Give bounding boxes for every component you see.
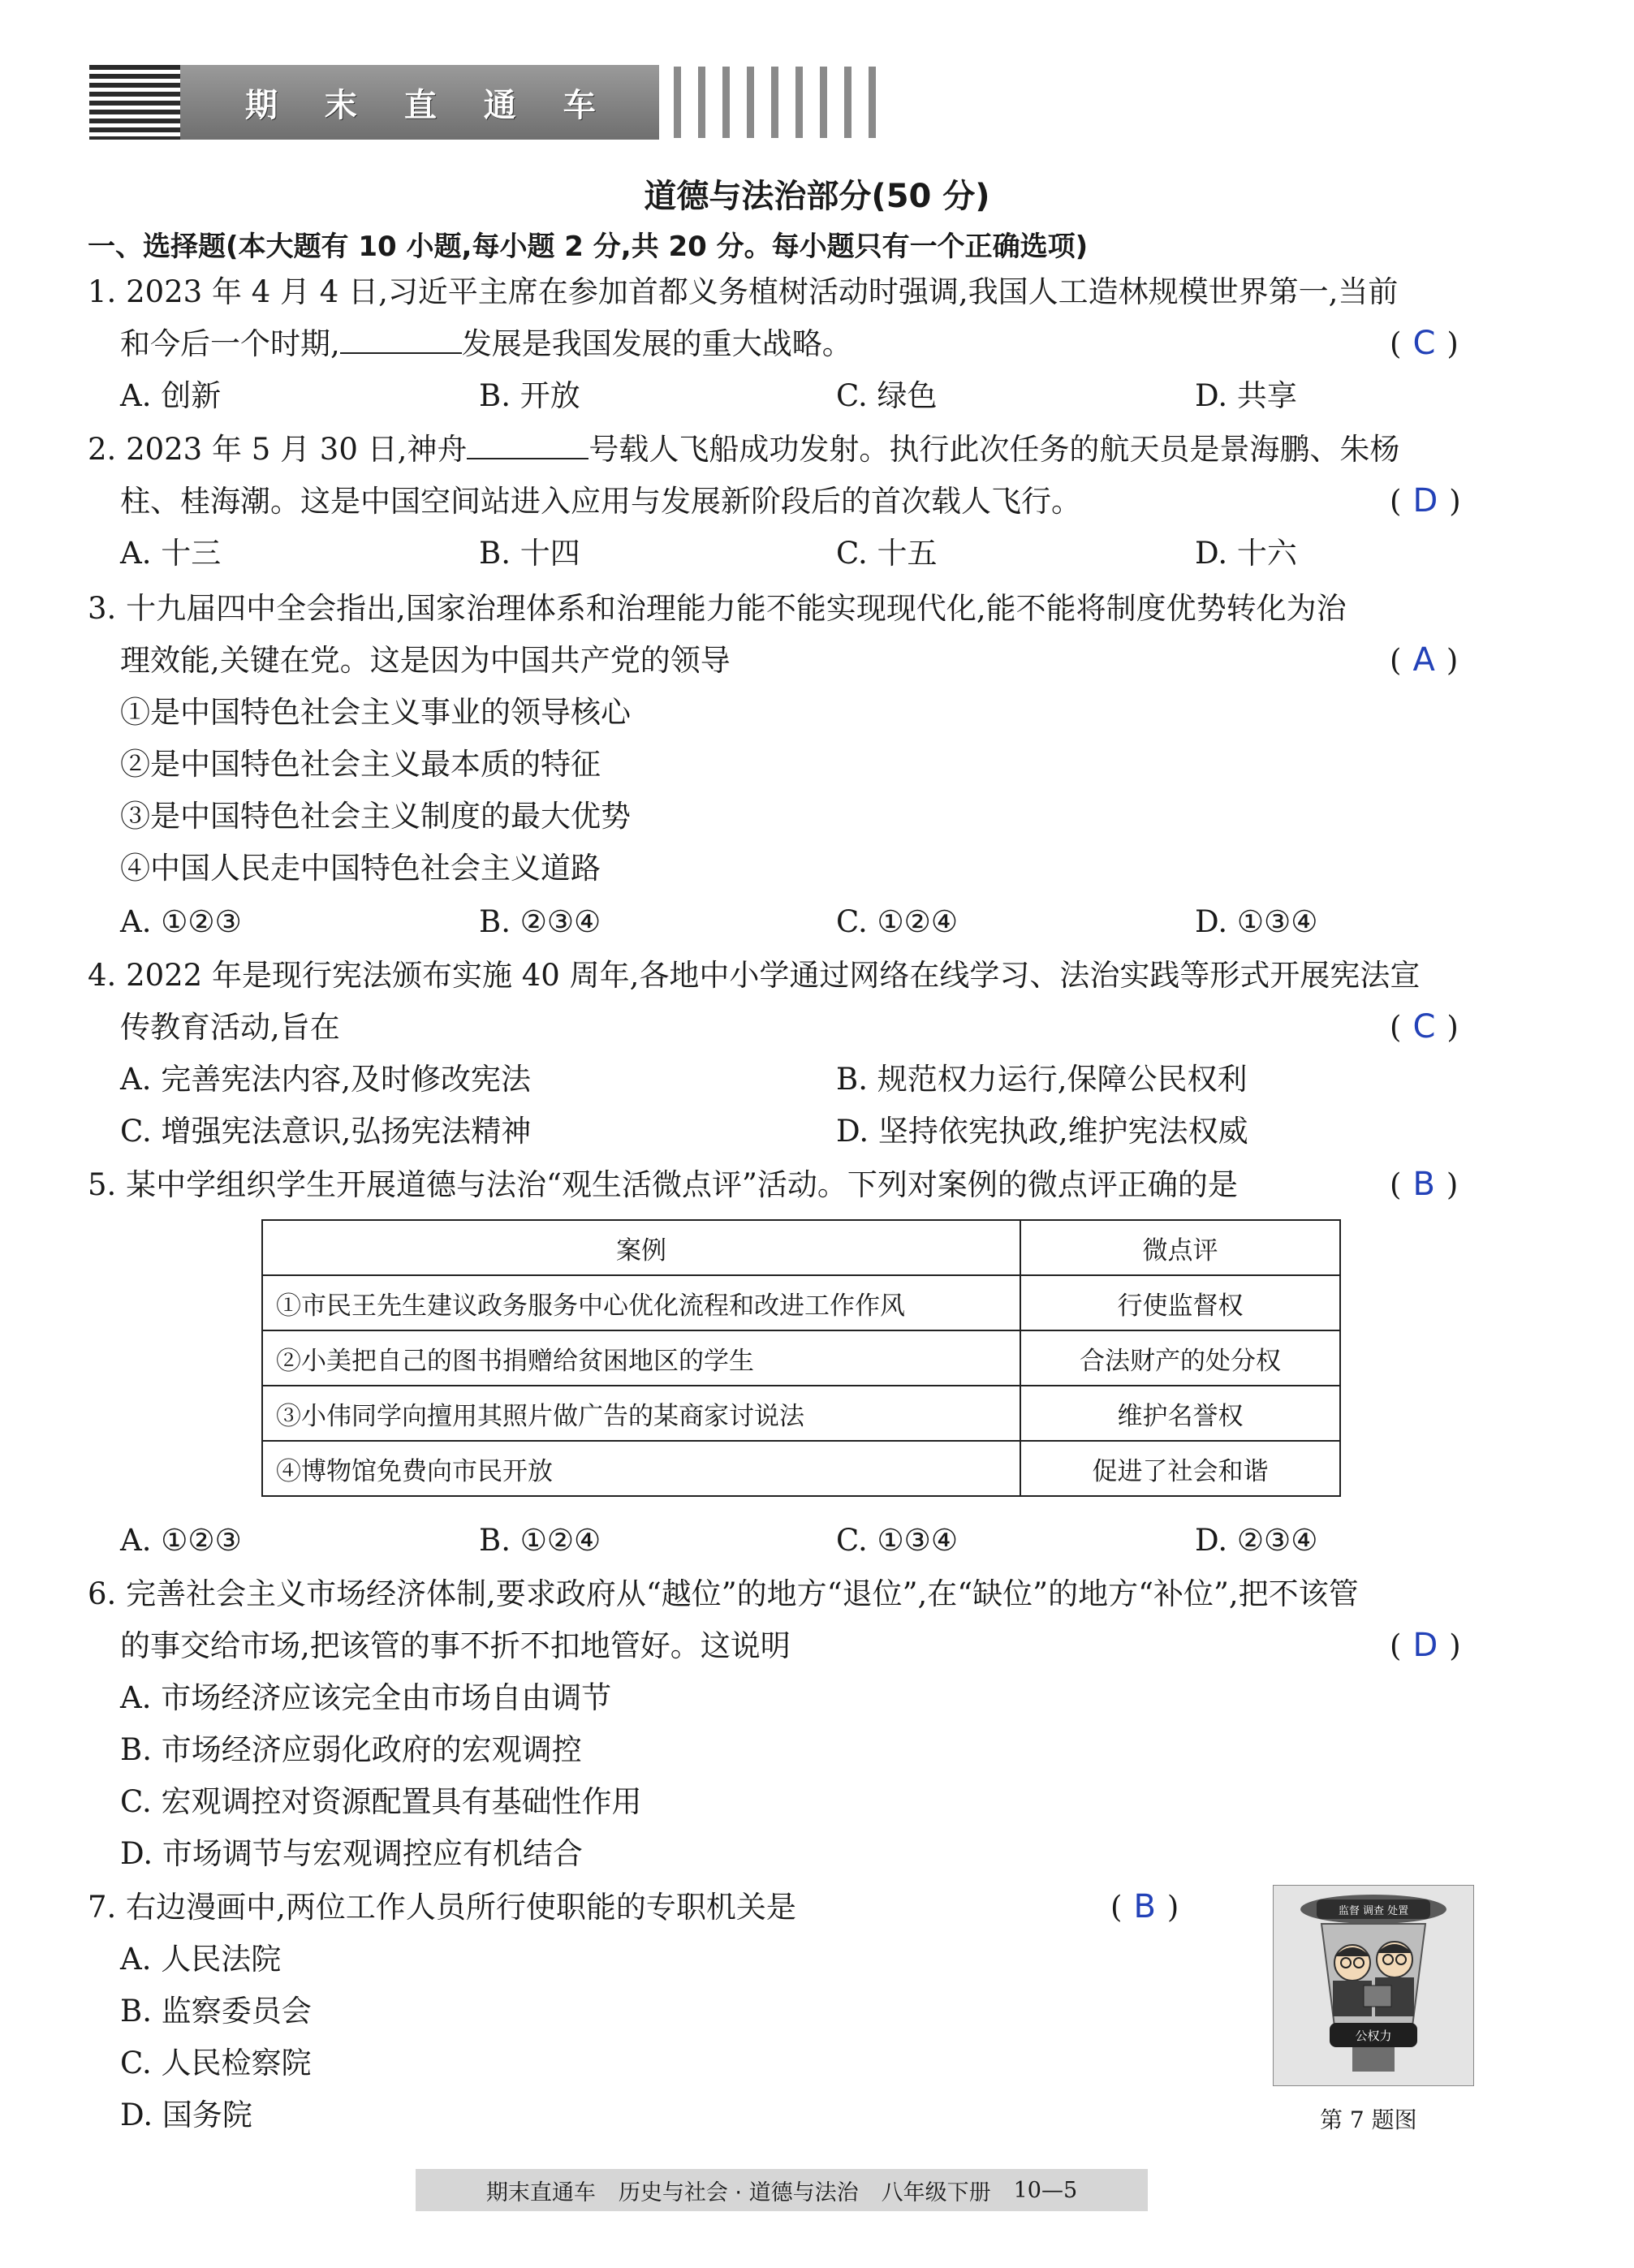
q3-option-a: A. ①②③ bbox=[120, 904, 242, 939]
q2-option-d: D. 十六 bbox=[1195, 536, 1297, 571]
footer-grade: 八年级下册 bbox=[881, 2180, 991, 2205]
q5-option-c: C. ①③④ bbox=[836, 1523, 959, 1558]
q5-line-1: 5. 某中学组织学生开展道德与法治“观生活微点评”活动。下列对案例的微点评正确的是 bbox=[88, 1167, 1238, 1202]
q7-option-c: C. 人民检察院 bbox=[120, 2046, 312, 2080]
q2-line-2: 柱、桂海潮。这是中国空间站进入应用与发展新阶段后的首次载人飞行。 bbox=[120, 484, 1081, 519]
table-cell-case: ③小伟同学向擅用其照片做广告的某商家讨说法 bbox=[262, 1386, 1020, 1441]
q2-option-a: A. 十三 bbox=[120, 536, 222, 571]
table-cell-comment: 促进了社会和谐 bbox=[1020, 1441, 1340, 1496]
q3-option-b: B. ②③④ bbox=[479, 904, 601, 939]
q6-line-1: 6. 完善社会主义市场经济体制,要求政府从“越位”的地方“退位”,在“缺位”的地方“补位”,把不该管 bbox=[88, 1576, 1359, 1611]
figure-caption: 第 7 题图 bbox=[1320, 2106, 1417, 2133]
q3-item-2: ②是中国特色社会主义最本质的特征 bbox=[120, 747, 601, 782]
table-header-case: 案例 bbox=[262, 1220, 1020, 1275]
q7-cartoon-image bbox=[1273, 1885, 1474, 2086]
q2-line-1: 2. 2023 年 5 月 30 日,神舟 号载人飞船成功发射。执行此次任务的航天员是景海鹏、朱杨 bbox=[88, 432, 1400, 467]
footer-subject: 历史与社会 · 道德与法治 bbox=[618, 2180, 859, 2205]
table-cell-comment: 维护名誉权 bbox=[1020, 1386, 1340, 1441]
q4-option-d: D. 坚持依宪执政,维护宪法权威 bbox=[836, 1114, 1248, 1149]
q4-line-1: 4. 2022 年是现行宪法颁布实施 40 周年,各地中小学通过网络在线学习、法治实践等形式开展宪法宣 bbox=[88, 958, 1421, 993]
q3-answer: ( A ) bbox=[1390, 641, 1459, 679]
table-cell-case: ①市民王先生建议政务服务中心优化流程和改进工作作风 bbox=[262, 1275, 1020, 1330]
q5-option-d: D. ②③④ bbox=[1195, 1523, 1318, 1558]
q1-line-1: 1. 2023 年 4 月 4 日,习近平主席在参加首都义务植树活动时强调,我国人工造林规模世界第一,当前 bbox=[88, 274, 1399, 309]
q1-option-a: A. 创新 bbox=[120, 378, 222, 413]
q2-answer: ( D ) bbox=[1390, 482, 1461, 520]
q6-answer: ( D ) bbox=[1390, 1627, 1461, 1664]
page-footer bbox=[416, 2169, 1148, 2211]
q5-option-a: A. ①②③ bbox=[120, 1523, 242, 1558]
q3-option-c: C. ①②④ bbox=[836, 904, 959, 939]
banner-title: 期 末 直 通 车 bbox=[245, 86, 614, 124]
q2-blank bbox=[467, 433, 588, 459]
q1-blank bbox=[340, 328, 462, 354]
q3-option-d: D. ①③④ bbox=[1195, 904, 1318, 939]
q1-option-c: C. 绿色 bbox=[836, 378, 938, 413]
part-heading: 一、选择题(本大题有 10 小题,每小题 2 分,共 20 分。每小题只有一个正确选项) bbox=[88, 231, 1089, 263]
cartoon-label-top: 监督 调查 处置 bbox=[1338, 1905, 1409, 1917]
q7-option-d: D. 国务院 bbox=[120, 2098, 252, 2132]
q4-option-b: B. 规范权力运行,保障公民权利 bbox=[836, 1062, 1248, 1097]
banner-title-box bbox=[180, 65, 659, 140]
table-cell-comment: 合法财产的处分权 bbox=[1020, 1330, 1340, 1386]
cartoon-label-bottom: 公权力 bbox=[1355, 2029, 1392, 2043]
banner-stripes bbox=[89, 65, 180, 140]
q3-line-2: 理效能,关键在党。这是因为中国共产党的领导 bbox=[120, 643, 731, 678]
q1-line-2: 和今后一个时期, 发展是我国发展的重大战略。 bbox=[120, 326, 852, 361]
q2-option-c: C. 十五 bbox=[836, 536, 938, 571]
q7-option-a: A. 人民法院 bbox=[120, 1942, 282, 1977]
q5-case-table bbox=[261, 1219, 1341, 1497]
table-cell-case: ④博物馆免费向市民开放 bbox=[262, 1441, 1020, 1496]
q3-item-4: ④中国人民走中国特色社会主义道路 bbox=[120, 851, 601, 886]
footer-brand: 期末直通车 bbox=[485, 2180, 596, 2205]
q6-option-c: C. 宏观调控对资源配置具有基础性作用 bbox=[120, 1784, 642, 1819]
table-cell-comment: 行使监督权 bbox=[1020, 1275, 1340, 1330]
q4-line-2: 传教育活动,旨在 bbox=[120, 1010, 340, 1045]
q6-option-b: B. 市场经济应弱化政府的宏观调控 bbox=[120, 1732, 582, 1767]
q4-option-a: A. 完善宪法内容,及时修改宪法 bbox=[120, 1062, 532, 1097]
table-row bbox=[262, 1330, 1340, 1386]
q5-answer: ( B ) bbox=[1390, 1166, 1459, 1203]
q4-option-c: C. 增强宪法意识,弘扬宪法精神 bbox=[120, 1114, 532, 1149]
table-row bbox=[262, 1441, 1340, 1496]
table-header-comment: 微点评 bbox=[1020, 1220, 1340, 1275]
section-title: 道德与法治部分(50 分) bbox=[644, 178, 990, 215]
q3-line-1: 3. 十九届四中全会指出,国家治理体系和治理能力能不能实现现代化,能不能将制度优势转化为治 bbox=[88, 591, 1347, 626]
q6-line-2: 的事交给市场,把该管的事不折不扣地管好。这说明 bbox=[120, 1628, 791, 1663]
q3-item-1: ①是中国特色社会主义事业的领导核心 bbox=[120, 695, 631, 730]
q7-option-b: B. 监察委员会 bbox=[120, 1994, 312, 2029]
q6-option-a: A. 市场经济应该完全由市场自由调节 bbox=[120, 1680, 612, 1715]
q2-option-b: B. 十四 bbox=[479, 536, 580, 571]
q1-option-d: D. 共享 bbox=[1195, 378, 1297, 413]
table-header-row bbox=[262, 1220, 1340, 1275]
q7-answer: ( B ) bbox=[1110, 1888, 1179, 1925]
banner-bars bbox=[674, 67, 893, 138]
table-cell-case: ②小美把自己的图书捐赠给贫困地区的学生 bbox=[262, 1330, 1020, 1386]
q4-answer: ( C ) bbox=[1390, 1008, 1459, 1046]
q5-option-b: B. ①②④ bbox=[479, 1523, 601, 1558]
footer-page-number: 10—5 bbox=[1013, 2177, 1078, 2203]
q1-option-b: B. 开放 bbox=[479, 378, 580, 413]
q1-answer: ( C ) bbox=[1390, 325, 1459, 362]
q3-item-3: ③是中国特色社会主义制度的最大优势 bbox=[120, 799, 631, 834]
q7-line-1: 7. 右边漫画中,两位工作人员所行使职能的专职机关是 bbox=[88, 1890, 796, 1925]
q6-option-d: D. 市场调节与宏观调控应有机结合 bbox=[120, 1836, 583, 1871]
header-banner bbox=[89, 65, 804, 140]
table-row bbox=[262, 1386, 1340, 1441]
table-row bbox=[262, 1275, 1340, 1330]
